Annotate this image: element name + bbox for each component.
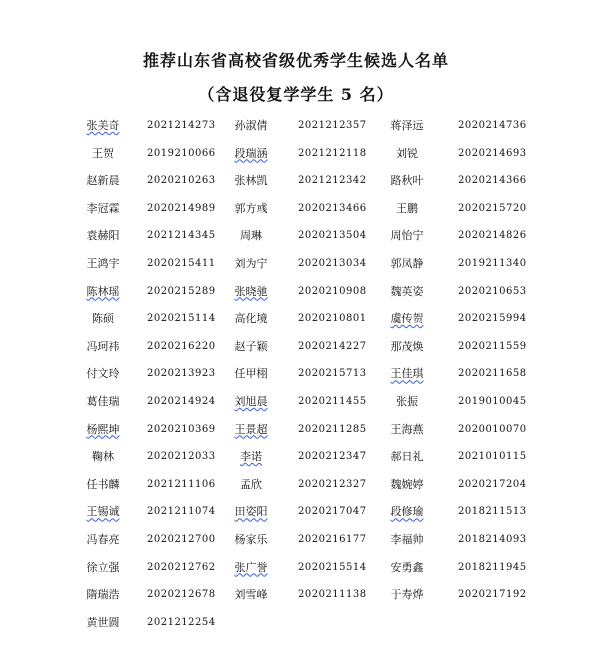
- student-id: 2020210908: [298, 285, 367, 297]
- student-id: 2021212254: [147, 616, 216, 628]
- student-name: 王鹏: [396, 201, 418, 215]
- student-name: 郭凤静: [390, 256, 424, 270]
- table-row: [0, 256, 592, 284]
- student-name: 路秋叶: [390, 174, 424, 188]
- student-id: 2020212327: [298, 478, 367, 490]
- student-id: 2020212762: [147, 561, 216, 573]
- student-id: 2021211074: [147, 506, 216, 518]
- student-id: 2019210066: [147, 147, 216, 159]
- student-id: 2020215514: [298, 561, 367, 573]
- student-id: 2021214273: [147, 120, 216, 131]
- student-name: 刘锐: [396, 146, 418, 160]
- student-id: 2020215114: [147, 313, 216, 325]
- table-row: [0, 311, 592, 339]
- student-id: 2020211138: [298, 589, 367, 601]
- table-row: [0, 146, 592, 174]
- table-row: [0, 339, 592, 367]
- student-id: 2020211285: [298, 423, 367, 435]
- student-id: 2021214345: [147, 230, 216, 242]
- student-name: 于寿烨: [390, 588, 424, 602]
- student-name: 陈硕: [92, 312, 114, 326]
- student-name: 张林凯: [234, 174, 268, 188]
- student-name: 鞠林: [92, 450, 114, 464]
- student-id: 2020215289: [147, 285, 216, 297]
- student-name: 魏婉婷: [390, 477, 424, 491]
- student-name: 隋瑞浩: [86, 588, 120, 602]
- student-id: 2018211513: [458, 506, 527, 518]
- student-id: 2020217047: [298, 506, 367, 518]
- student-name: 王景超: [234, 422, 268, 436]
- student-name: 王锡诚: [86, 505, 120, 519]
- document-title: 推荐山东省高校省级优秀学生候选人名单: [142, 51, 449, 70]
- table-row: [0, 504, 592, 532]
- student-id: 2020214736: [458, 120, 527, 131]
- student-name: 刘为宁: [234, 256, 268, 270]
- student-id: 2020214826: [458, 230, 527, 242]
- student-name: 刘雪峰: [234, 588, 268, 602]
- student-name: 蒋泽远: [390, 119, 424, 132]
- student-id: 2020214227: [298, 340, 367, 352]
- student-name: 袁赫阳: [86, 229, 120, 243]
- student-id: 2019211340: [458, 257, 527, 269]
- student-name: 任书麟: [86, 477, 120, 491]
- table-row: [0, 615, 592, 643]
- student-id: 2020217204: [458, 478, 527, 490]
- table-row: [0, 173, 592, 201]
- student-name: 杨家乐: [234, 532, 268, 546]
- candidate-list: [0, 118, 592, 642]
- student-id: 2020212678: [147, 589, 216, 601]
- student-name: 葛佳瑞: [86, 394, 120, 408]
- student-id: 2020210653: [458, 285, 527, 297]
- student-name: 高化境: [234, 312, 268, 326]
- student-id: 2020212033: [147, 451, 216, 463]
- student-id: 2020214366: [458, 175, 527, 187]
- student-id: 2020213504: [298, 230, 367, 242]
- student-id: 2020210263: [147, 175, 216, 187]
- student-id: 2020213034: [298, 257, 367, 269]
- table-row: [0, 477, 592, 505]
- student-name: 张振: [396, 394, 418, 408]
- student-name: 陈林瑶: [86, 284, 120, 298]
- student-id: 2019010045: [458, 395, 527, 407]
- student-name: 那茂焕: [390, 339, 424, 353]
- table-row: [0, 587, 592, 615]
- student-id: 2020217192: [458, 589, 527, 601]
- student-name: 王海燕: [390, 422, 424, 436]
- student-name: 郝日礼: [390, 450, 424, 464]
- student-name: 张广誉: [234, 560, 268, 574]
- student-name: 张晓驰: [234, 284, 268, 298]
- student-name: 魏英姿: [390, 284, 424, 298]
- student-id: 2020215713: [298, 368, 367, 380]
- document-subtitle: （含退役复学学生 5 名）: [198, 85, 394, 104]
- student-id: 2020211559: [458, 340, 527, 352]
- student-name: 周琳: [240, 229, 262, 243]
- table-row: [0, 560, 592, 588]
- student-name: 王贺: [92, 146, 114, 160]
- student-name: 李冠霖: [86, 201, 120, 215]
- table-row: [0, 284, 592, 312]
- student-name: 任甲栩: [234, 367, 268, 381]
- student-name: 虞传贺: [390, 312, 424, 326]
- student-id: 2020213923: [147, 368, 216, 380]
- student-id: 2020010070: [458, 423, 527, 435]
- student-name: 付文玲: [86, 367, 120, 381]
- student-id: 2018211945: [458, 561, 527, 573]
- student-id: 2020216220: [147, 340, 216, 352]
- student-name: 孟欣: [240, 477, 262, 491]
- student-name: 赵子颖: [234, 339, 268, 353]
- student-name: 张美奇: [86, 119, 120, 132]
- student-name: 黄世圆: [86, 615, 120, 629]
- student-name: 冯珂祎: [86, 339, 120, 353]
- student-id: 2021212342: [298, 175, 367, 187]
- student-id: 2021010115: [458, 451, 527, 463]
- student-id: 2020215411: [147, 257, 216, 269]
- student-id: 2020211455: [298, 395, 367, 407]
- student-id: 2021212357: [298, 120, 367, 131]
- table-row: [0, 449, 592, 477]
- student-name: 冯春亮: [86, 532, 120, 546]
- student-id: 2020212700: [147, 533, 216, 545]
- student-id: 2020211658: [458, 368, 527, 380]
- student-id: 2018214093: [458, 533, 527, 545]
- student-name: 徐立强: [86, 560, 120, 574]
- student-name: 王鸿宇: [86, 256, 120, 270]
- student-id: 2021211106: [147, 478, 216, 490]
- student-id: 2021212118: [298, 147, 367, 159]
- student-name: 李诺: [240, 450, 262, 464]
- student-id: 2020215994: [458, 313, 527, 325]
- table-row: [0, 394, 592, 422]
- table-row: [0, 532, 592, 560]
- student-id: 2020215720: [458, 202, 527, 214]
- table-row: [0, 228, 592, 256]
- student-name: 赵新晨: [86, 174, 120, 188]
- student-id: 2020214989: [147, 202, 216, 214]
- student-id: 2020214693: [458, 147, 527, 159]
- student-name: 王佳琪: [390, 367, 424, 381]
- student-name: 安勇鑫: [390, 560, 424, 574]
- student-name: 段瑞涵: [234, 146, 268, 160]
- student-id: 2020212347: [298, 451, 367, 463]
- student-name: 刘旭晨: [234, 394, 268, 408]
- student-id: 2020216177: [298, 533, 367, 545]
- student-name: 田姿阳: [234, 505, 268, 519]
- table-row: [0, 201, 592, 229]
- table-row: [0, 118, 592, 146]
- student-id: 2020210801: [298, 313, 367, 325]
- student-id: 2020214924: [147, 395, 216, 407]
- student-name: 郭方彧: [234, 201, 268, 215]
- student-name: 孙淑倩: [234, 119, 268, 132]
- table-row: [0, 366, 592, 394]
- table-row: [0, 422, 592, 450]
- student-id: 2020210369: [147, 423, 216, 435]
- student-name: 周怡宁: [390, 229, 424, 243]
- student-id: 2020213466: [298, 202, 367, 214]
- student-name: 李福帅: [390, 532, 424, 546]
- student-name: 杨熙坤: [86, 422, 120, 436]
- student-name: 段修瑜: [390, 505, 424, 519]
